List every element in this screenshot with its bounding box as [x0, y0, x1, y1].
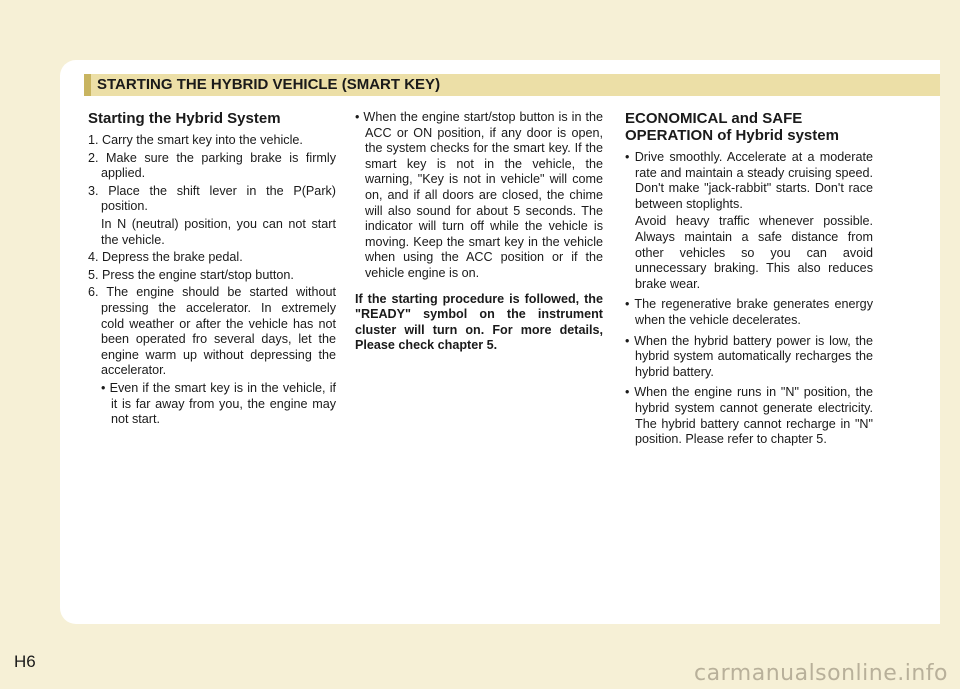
battery-low-bullet: • When the hybrid battery power is low, the hybrid system automatically recharges the hybrid battery.: [625, 333, 873, 379]
heading-economical-safe-operation: ECONOMICAL and SAFE OPERATION of Hybrid system: [625, 110, 839, 144]
n-position-bullet: • When the engine runs in "N" position, the hybrid system cannot generate electricity. The hybrid battery cannot recharge in "N" position. Please refer to chapter 5.: [625, 385, 873, 447]
section-header-title: STARTING THE HYBRID VEHICLE (SMART KEY): [97, 76, 441, 93]
step-1: 1. Carry the smart key into the vehicle.: [88, 133, 303, 147]
step-6: 6. The engine should be started without pressing the accelerator. In extremely cold weather or after the vehicle has not been operated fro several days, let the engine warm up without depressing the accelerator.: [88, 285, 336, 378]
drive-smoothly-bullet: • Drive smoothly. Accelerate at a moderate rate and maintain a steady cruising speed. Don't make "jack-rabbit" starts. Don't race between stoplights.: [625, 150, 873, 211]
step-4: 4. Depress the brake pedal.: [88, 250, 243, 265]
step-6-bullet: • Even if the smart key is in the vehicle, if it is far away from you, the engine may not start.: [101, 380, 336, 427]
step-2: 2. Make sure the parking brake is firmly applied.: [88, 150, 336, 181]
step-5: 5. Press the engine start/stop button.: [88, 267, 294, 282]
ready-symbol-note: If the starting procedure is followed, the "READY" symbol on the instrument cluster will turn on. For more details, Please check chapter 5.: [355, 291, 603, 353]
heading-starting-hybrid-system: Starting the Hybrid System: [88, 110, 281, 127]
smart-key-check-bullet: • When the engine start/stop button is in the ACC or ON position, if any door is open, the system checks for the smart key. If the smart key is not in the vehicle, the warning, "Key is not in vehicle" will come on, and if all doors are closed, the chime will also sound for about 5 seconds. The indicator will turn off while the vehicle is moving. Keep the smart key in the vehicle when using the ACC position or if the vehicle engine is on.: [355, 110, 603, 280]
section-header-accent: [84, 74, 91, 96]
column-left: [88, 110, 336, 430]
avoid-traffic-paragraph: Avoid heavy traffic whenever possible. Always maintain a safe distance from other vehicles so you can avoid unnecessary braking. This also reduces brake wear.: [635, 214, 873, 291]
watermark: carmanualsonline.info: [694, 661, 948, 686]
regenerative-brake-bullet: • The regenerative brake generates energy when the vehicle decelerates.: [625, 297, 873, 327]
step-3-note: In N (neutral) position, you can not start the vehicle.: [101, 216, 336, 247]
column-middle: [355, 110, 603, 354]
column-right: [625, 110, 873, 453]
step-3: 3. Place the shift lever in the P(Park) position.: [88, 183, 336, 214]
page-number: H6: [14, 652, 36, 671]
